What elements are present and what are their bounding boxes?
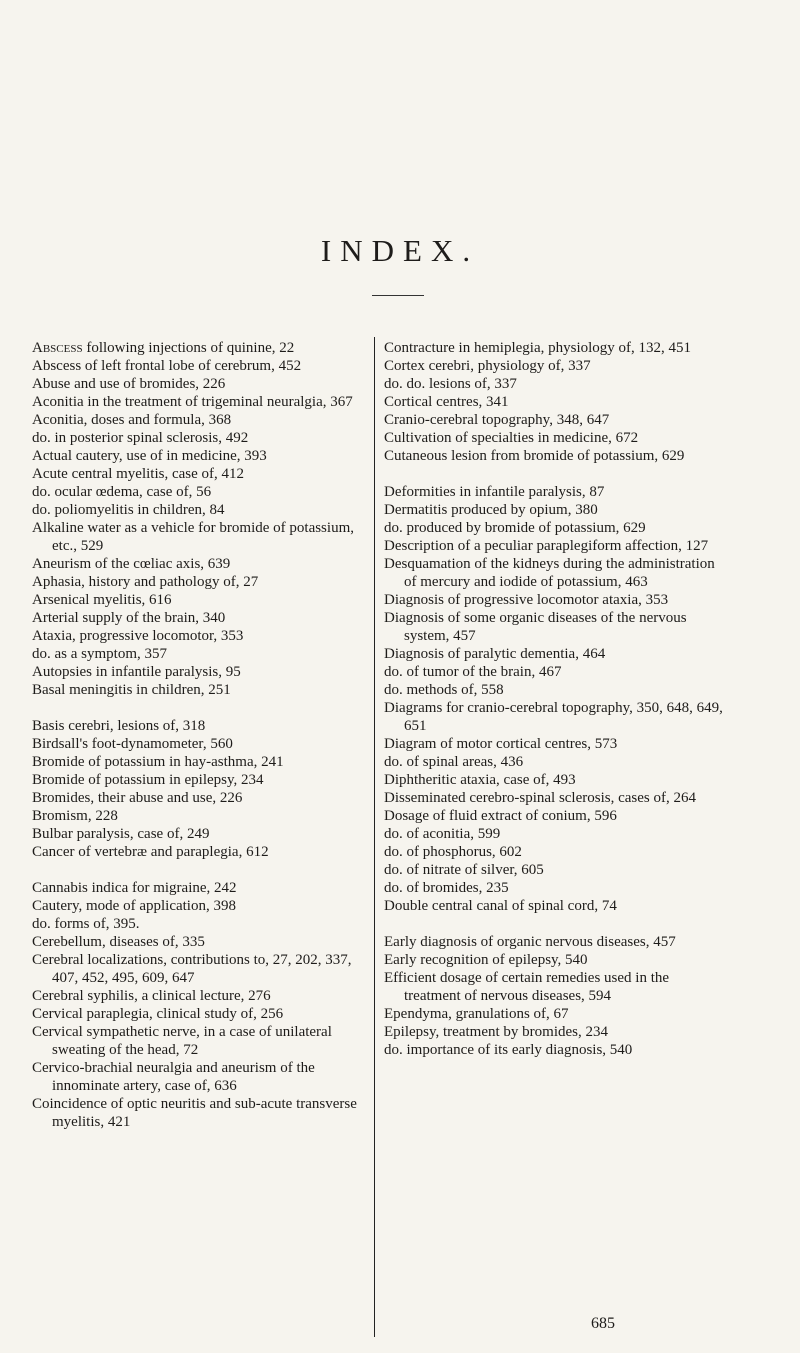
index-entry: Coincidence of optic neuritis and sub-acute transverse myelitis, 421	[32, 1096, 357, 1130]
index-entry: Bromide of potassium in epilepsy, 234	[32, 772, 264, 788]
index-entry: Dosage of fluid extract of conium, 596	[384, 808, 617, 824]
index-entry: do. forms of, 395.	[32, 916, 140, 932]
index-entry: Cerebral localizations, contributions to, 27, 202, 337, 407, 452, 495, 609, 647	[32, 952, 352, 986]
index-entry: Arsenical myelitis, 616	[32, 592, 172, 608]
index-entry: Cervical paraplegia, clinical study of, 256	[32, 1006, 284, 1022]
index-entry: Cervical sympathetic nerve, in a case of unilateral sweating of the head, 72	[32, 1024, 332, 1058]
index-entry: Bromism, 228	[32, 808, 118, 824]
index-entry: Cervico-brachial neuralgia and aneurism of the innominate artery, case of, 636	[32, 1060, 315, 1094]
index-entry: Basal meningitis in children, 251	[32, 682, 231, 698]
index-entry: Abuse and use of bromides, 226	[32, 376, 226, 392]
index-entry: Aconitia, doses and formula, 368	[32, 412, 232, 428]
index-entry: Aconitia in the treatment of trigeminal neuralgia, 367	[32, 394, 353, 410]
index-entry: Cutaneous lesion from bromide of potassium, 629	[384, 448, 685, 464]
index-entry: Basis cerebri, lesions of, 318	[32, 718, 206, 734]
index-entry: do. do. lesions of, 337	[384, 376, 517, 392]
page-title: INDEX.	[320, 233, 480, 268]
index-entry: Birdsall's foot-dynamometer, 560	[32, 736, 233, 752]
index-entry: Epilepsy, treatment by bromides, 234	[384, 1024, 608, 1040]
index-entry: Cerebral syphilis, a clinical lecture, 276	[32, 988, 271, 1004]
section-gap	[384, 915, 724, 933]
index-entry: Acute central myelitis, case of, 412	[32, 466, 245, 482]
index-entry: do. of tumor of the brain, 467	[384, 664, 562, 680]
index-entry: Cancer of vertebræ and paraplegia, 612	[32, 844, 269, 860]
section-gap	[32, 699, 372, 717]
index-entry: do. of bromides, 235	[384, 880, 509, 896]
index-entry: Early recognition of epilepsy, 540	[384, 952, 588, 968]
right-column	[384, 339, 724, 1059]
index-entry: Ependyma, granulations of, 67	[384, 1006, 569, 1022]
index-entry: Cannabis indica for migraine, 242	[32, 880, 237, 896]
index-entry: do. of phosphorus, 602	[384, 844, 522, 860]
index-entry: do. methods of, 558	[384, 682, 504, 698]
index-entry: do. of nitrate of silver, 605	[384, 862, 544, 878]
index-entry: Aneurism of the cœliac axis, 639	[32, 556, 231, 572]
index-entry: Diagrams for cranio-cerebral topography, 350, 648, 649, 651	[384, 700, 723, 734]
index-entry: Diagram of motor cortical centres, 573	[384, 736, 618, 752]
index-entry: Deformities in infantile paralysis, 87	[384, 484, 605, 500]
index-entry: do. in posterior spinal sclerosis, 492	[32, 430, 249, 446]
index-entry: Diagnosis of progressive locomotor ataxia, 353	[384, 592, 669, 608]
index-entry: do. importance of its early diagnosis, 540	[384, 1042, 633, 1058]
left-column	[32, 339, 372, 1131]
index-entry: Description of a peculiar paraplegiform affection, 127	[384, 538, 709, 554]
entry-rest: following injections of quinine, 22	[82, 340, 295, 356]
index-entry: Cortex cerebri, physiology of, 337	[384, 358, 591, 374]
index-entry: Diphtheritic ataxia, case of, 493	[384, 772, 576, 788]
index-entry: Cultivation of specialties in medicine, 672	[384, 430, 639, 446]
index-entry: Cautery, mode of application, 398	[32, 898, 236, 914]
index-entry: Contracture in hemiplegia, physiology of, 132, 451	[384, 340, 692, 356]
index-entry: do. poliomyelitis in children, 84	[32, 502, 225, 518]
index-entry: Alkaline water as a vehicle for bromide of potassium, etc., 529	[32, 520, 354, 554]
index-entry: do. as a symptom, 357	[32, 646, 167, 662]
index-entry	[32, 339, 372, 357]
index-entry: Actual cautery, use of in medicine, 393	[32, 448, 267, 464]
index-entry: Cranio-cerebral topography, 348, 647	[384, 412, 610, 428]
section-gap	[384, 465, 724, 483]
index-entry: Diagnosis of some organic diseases of the nervous system, 457	[384, 610, 687, 644]
index-entry: Arterial supply of the brain, 340	[32, 610, 226, 626]
column-divider	[374, 337, 375, 1337]
index-entry: Early diagnosis of organic nervous diseases, 457	[384, 934, 676, 950]
page-number: 685	[591, 1315, 615, 1332]
index-entry: do. produced by bromide of potassium, 629	[384, 520, 646, 536]
index-entry: Efficient dosage of certain remedies used in the treatment of nervous diseases, 594	[384, 970, 670, 1004]
index-entry: Cerebellum, diseases of, 335	[32, 934, 205, 950]
index-entry: Abscess of left frontal lobe of cerebrum, 452	[32, 358, 302, 374]
index-entry: Dermatitis produced by opium, 380	[384, 502, 598, 518]
index-entry: Bromides, their abuse and use, 226	[32, 790, 243, 806]
index-entry: do. of spinal areas, 436	[384, 754, 524, 770]
index-entry: Disseminated cerebro-spinal sclerosis, cases of, 264	[384, 790, 696, 806]
index-entry: Aphasia, history and pathology of, 27	[32, 574, 259, 590]
index-entry: Bromide of potassium in hay-asthma, 241	[32, 754, 284, 770]
index-entry: do. ocular œdema, case of, 56	[32, 484, 212, 500]
index-entry: Bulbar paralysis, case of, 249	[32, 826, 210, 842]
entry-first-word: Abscess	[32, 340, 83, 356]
index-entry: do. of aconitia, 599	[384, 826, 501, 842]
index-entry: Desquamation of the kidneys during the administration of mercury and iodide of potassium, 463	[384, 556, 715, 590]
index-entry: Cortical centres, 341	[384, 394, 509, 410]
section-gap	[32, 861, 372, 879]
title-rule	[372, 295, 424, 296]
index-entry: Autopsies in infantile paralysis, 95	[32, 664, 241, 680]
index-entry: Ataxia, progressive locomotor, 353	[32, 628, 244, 644]
index-entry: Diagnosis of paralytic dementia, 464	[384, 646, 606, 662]
index-entry: Double central canal of spinal cord, 74	[384, 898, 617, 914]
